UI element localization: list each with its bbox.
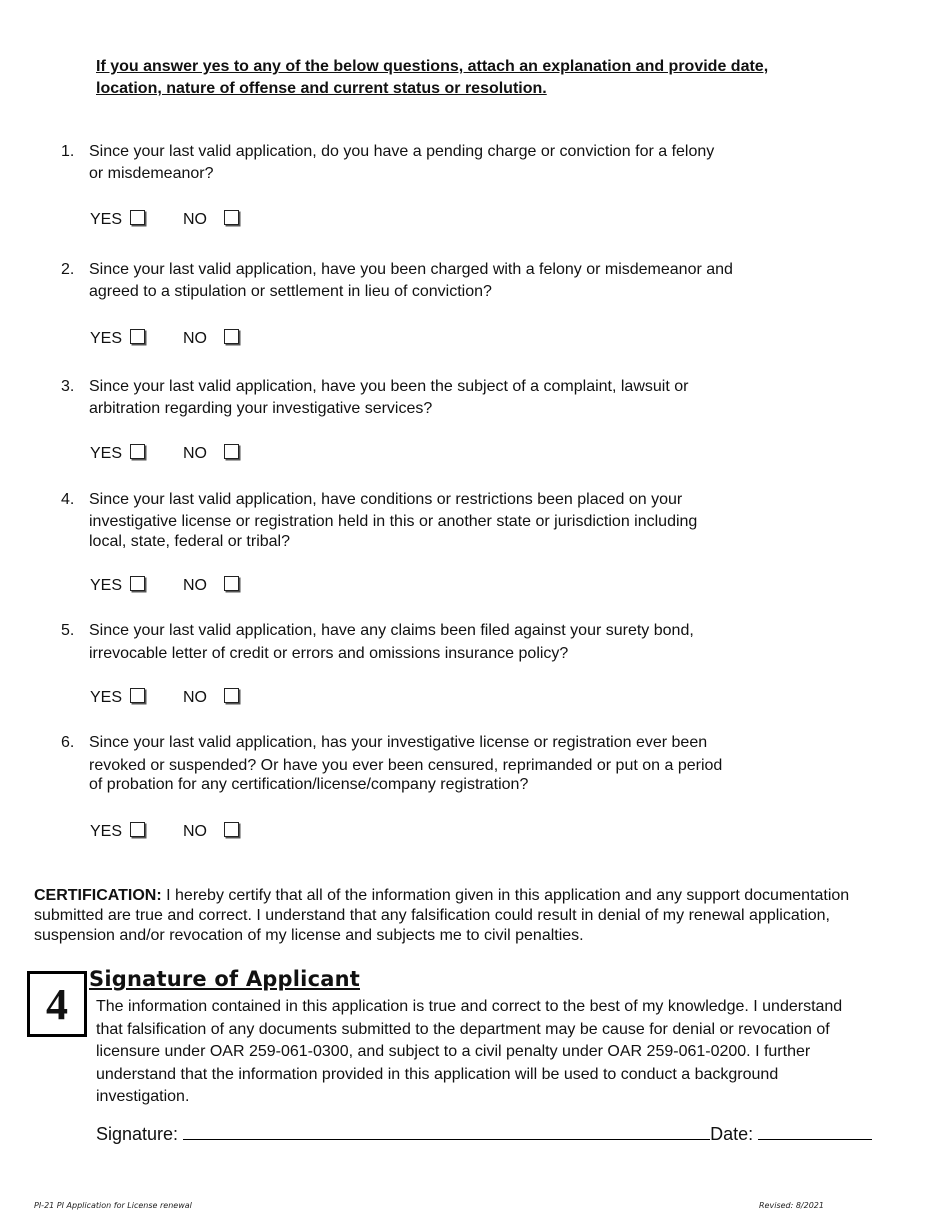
form-name: PI Application for License renewal bbox=[56, 1201, 192, 1210]
certification-heading: CERTIFICATION: bbox=[34, 887, 162, 904]
yes-label: YES bbox=[90, 445, 123, 462]
question-text: Since your last valid application, do you have a pending charge or conviction for a felony or misdemeanor? bbox=[89, 143, 715, 182]
no-label: NO bbox=[183, 330, 207, 347]
certification-text-1: I hereby certify that all of the information given in this application and any support documentation bbox=[161, 887, 850, 904]
yes-checkbox[interactable] bbox=[130, 210, 145, 225]
signature-label: Signature: bbox=[96, 1124, 179, 1144]
section-number: 4 bbox=[46, 979, 68, 1029]
no-option bbox=[183, 330, 239, 348]
no-checkbox[interactable] bbox=[224, 688, 239, 703]
signature-statement: The information contained in this application is true and correct to the best of my knowledge. I understand that falsification of any documents submitted to the department may be cause for denial or revocation of licensure under OAR 259-061-0300, and subject to a civil penalty under OAR 259-061-0200. I further understand that the information provided in this application will be used to conduct a background investigation. bbox=[96, 998, 843, 1105]
no-option bbox=[183, 211, 239, 229]
yes-label: YES bbox=[90, 577, 123, 594]
certification-statement bbox=[34, 886, 914, 946]
question-number: 5. bbox=[61, 622, 75, 639]
no-checkbox[interactable] bbox=[224, 210, 239, 225]
footer-form-id bbox=[34, 1201, 192, 1210]
question-text: Since your last valid application, has your investigative license or registration ever been revoked or suspended? Or have you ever been censured, reprimanded or put on a period of probation for any certification/license/company registration? bbox=[89, 734, 723, 793]
question-number: 6. bbox=[61, 734, 75, 751]
no-checkbox[interactable] bbox=[224, 576, 239, 591]
instructions-line-1: If you answer yes to any of the below questions, attach an explanation and provide date, bbox=[96, 58, 769, 75]
question-text: Since your last valid application, have you been charged with a felony or misdemeanor and agreed to a stipulation or settlement in lieu of conviction? bbox=[89, 261, 733, 300]
certification-text-3: suspension and/or revocation of my license and subjects me to civil penalties. bbox=[34, 927, 584, 944]
instructions-heading bbox=[96, 56, 836, 100]
no-option bbox=[183, 445, 239, 463]
no-option bbox=[183, 577, 239, 595]
form-code: PI-21 bbox=[34, 1201, 55, 1210]
no-label: NO bbox=[183, 689, 207, 706]
no-label: NO bbox=[183, 823, 207, 840]
section-title: Signature of Applicant bbox=[89, 967, 360, 991]
certification-text-2: submitted are true and correct. I understand that any falsification could result in denial of my renewal application, bbox=[34, 907, 830, 924]
yes-label: YES bbox=[90, 689, 123, 706]
no-option bbox=[183, 823, 239, 841]
question-number: 2. bbox=[61, 261, 75, 278]
no-label: NO bbox=[183, 577, 207, 594]
question-text: Since your last valid application, have you been the subject of a complaint, lawsuit or arbitration regarding your investigative services? bbox=[89, 378, 689, 417]
yes-checkbox[interactable] bbox=[130, 688, 145, 703]
question-number: 1. bbox=[61, 143, 75, 160]
yes-label: YES bbox=[90, 211, 123, 228]
yes-option bbox=[90, 330, 145, 348]
section-number-box bbox=[27, 971, 87, 1037]
no-checkbox[interactable] bbox=[224, 329, 239, 344]
no-option bbox=[183, 689, 239, 707]
question-number: 4. bbox=[61, 491, 75, 508]
yes-option bbox=[90, 577, 145, 595]
yes-label: YES bbox=[90, 823, 123, 840]
yes-option bbox=[90, 823, 145, 841]
yes-checkbox[interactable] bbox=[130, 576, 145, 591]
instructions-line-2: location, nature of offense and current status or resolution. bbox=[96, 80, 547, 97]
no-checkbox[interactable] bbox=[224, 444, 239, 459]
signature-row bbox=[96, 1124, 872, 1145]
footer-revised: Revised: 8/2021 bbox=[759, 1201, 824, 1210]
yes-checkbox[interactable] bbox=[130, 822, 145, 837]
no-label: NO bbox=[183, 445, 207, 462]
date-label: Date: bbox=[710, 1124, 754, 1144]
yes-option bbox=[90, 689, 145, 707]
yes-option bbox=[90, 211, 145, 229]
question-number: 3. bbox=[61, 378, 75, 395]
question-text: Since your last valid application, have conditions or restrictions been placed on your investigative license or registration held in this or another state or jurisdiction including local, state, federal or tribal? bbox=[89, 491, 698, 550]
yes-option bbox=[90, 445, 145, 463]
yes-label: YES bbox=[90, 330, 123, 347]
yes-checkbox[interactable] bbox=[130, 329, 145, 344]
question-text: Since your last valid application, have any claims been filed against your surety bond, irrevocable letter of credit or errors and omissions insurance policy? bbox=[89, 622, 694, 662]
signature-field[interactable] bbox=[183, 1124, 710, 1140]
yes-checkbox[interactable] bbox=[130, 444, 145, 459]
no-checkbox[interactable] bbox=[224, 822, 239, 837]
date-field[interactable] bbox=[758, 1124, 872, 1140]
no-label: NO bbox=[183, 211, 207, 228]
